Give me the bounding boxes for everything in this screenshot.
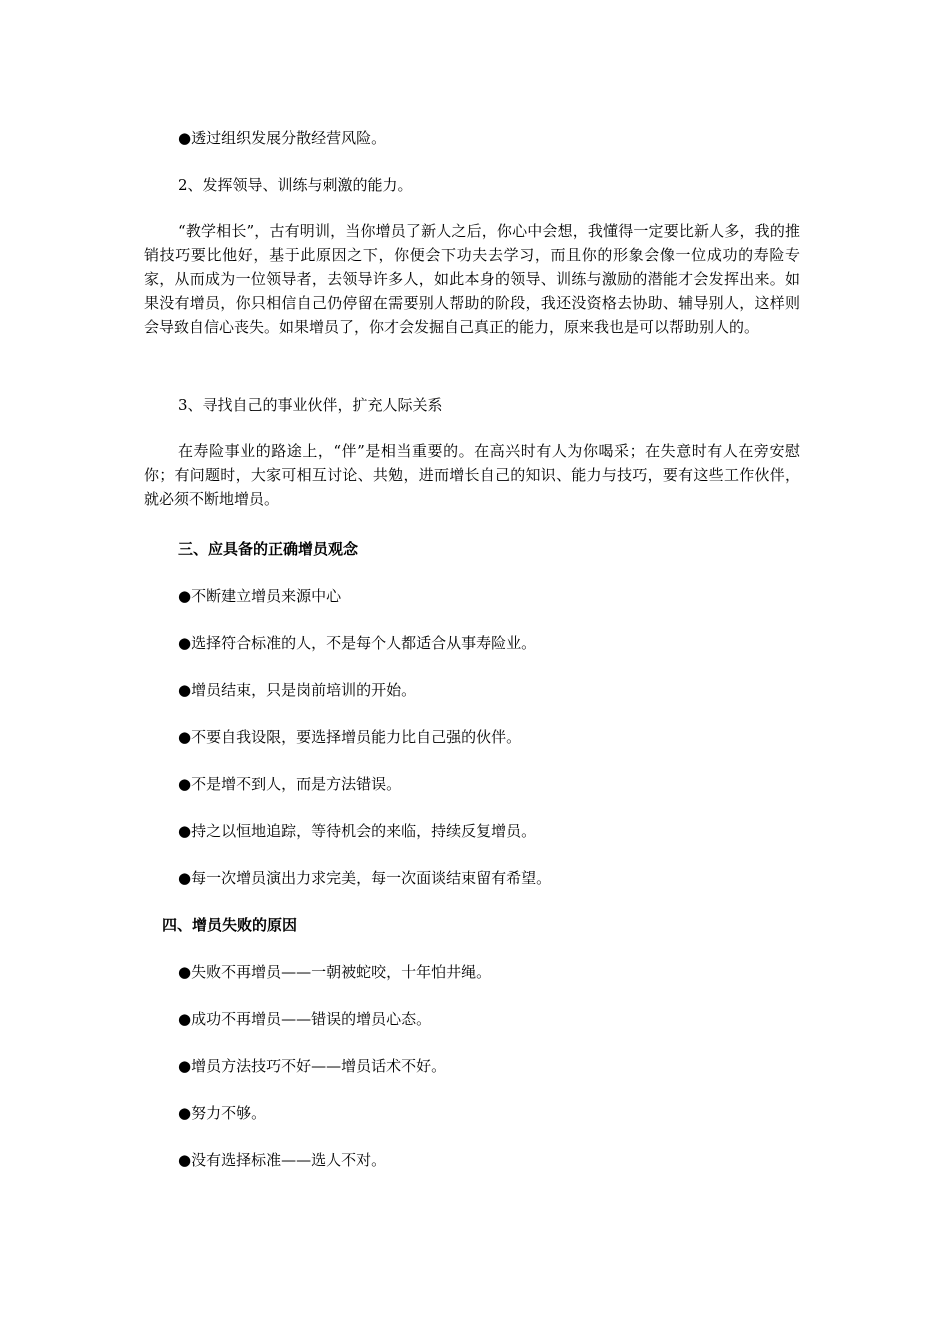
bullet-item: ●每一次增员演出力求完美，每一次面谈结束留有希望。 <box>178 869 552 887</box>
section-heading: 三、应具备的正确增员观念 <box>178 540 359 558</box>
bullet-item: ●增员结束，只是岗前培训的开始。 <box>178 681 417 699</box>
numbered-item: 3、寻找自己的事业伙伴，扩充人际关系 <box>178 396 443 414</box>
bullet-item: ●选择符合标准的人，不是每个人都适合从事寿险业。 <box>178 634 537 652</box>
bullet-item: ●失败不再增员——一朝被蛇咬，十年怕井绳。 <box>178 963 492 981</box>
bullet-item: ●增员方法技巧不好——增员话术不好。 <box>178 1057 447 1075</box>
bullet-item: ●不是增不到人，而是方法错误。 <box>178 775 402 793</box>
section-heading: 四、增员失败的原因 <box>162 916 298 934</box>
bullet-item: ●不要自我设限，要选择增员能力比自己强的伙伴。 <box>178 728 522 746</box>
bullet-item: ●努力不够。 <box>178 1104 267 1122</box>
paragraph: “教学相长”，古有明训，当你增员了新人之后，你心中会想，我懂得一定要比新人多，我的推销技巧要比他好，基于此原因之下，你便会下功夫去学习，而且你的形象会像一位成功的寿险专家，从而成为一位领导者，去领导许多人，如此本身的领导、训练与激励的潜能才会发挥出来。如果没有增员，你只相信自己仍停留在需要别人帮助的阶段，我还没资格去协助、辅导别人，这样则会导致自信心丧失。如果增员了，你才会发掘自己真正的能力，原来我也是可以帮助别人的。 <box>144 222 800 336</box>
bullet-item: ●没有选择标准——选人不对。 <box>178 1151 387 1169</box>
bullet-item: ●透过组织发展分散经营风险。 <box>178 129 387 147</box>
bullet-item: ●不断建立增员来源中心 <box>178 587 342 605</box>
numbered-item: 2、发挥领导、训练与刺激的能力。 <box>178 176 413 194</box>
bullet-item: ●成功不再增员——错误的增员心态。 <box>178 1010 432 1028</box>
bullet-item: ●持之以恒地追踪，等待机会的来临，持续反复增员。 <box>178 822 537 840</box>
paragraph: 在寿险事业的路途上，“伴”是相当重要的。在高兴时有人为你喝采；在失意时有人在旁安慰你；有问题时，大家可相互讨论、共勉，进而增长自己的知识、能力与技巧，要有这些工作伙伴，就必须不断地增员。 <box>144 442 800 508</box>
